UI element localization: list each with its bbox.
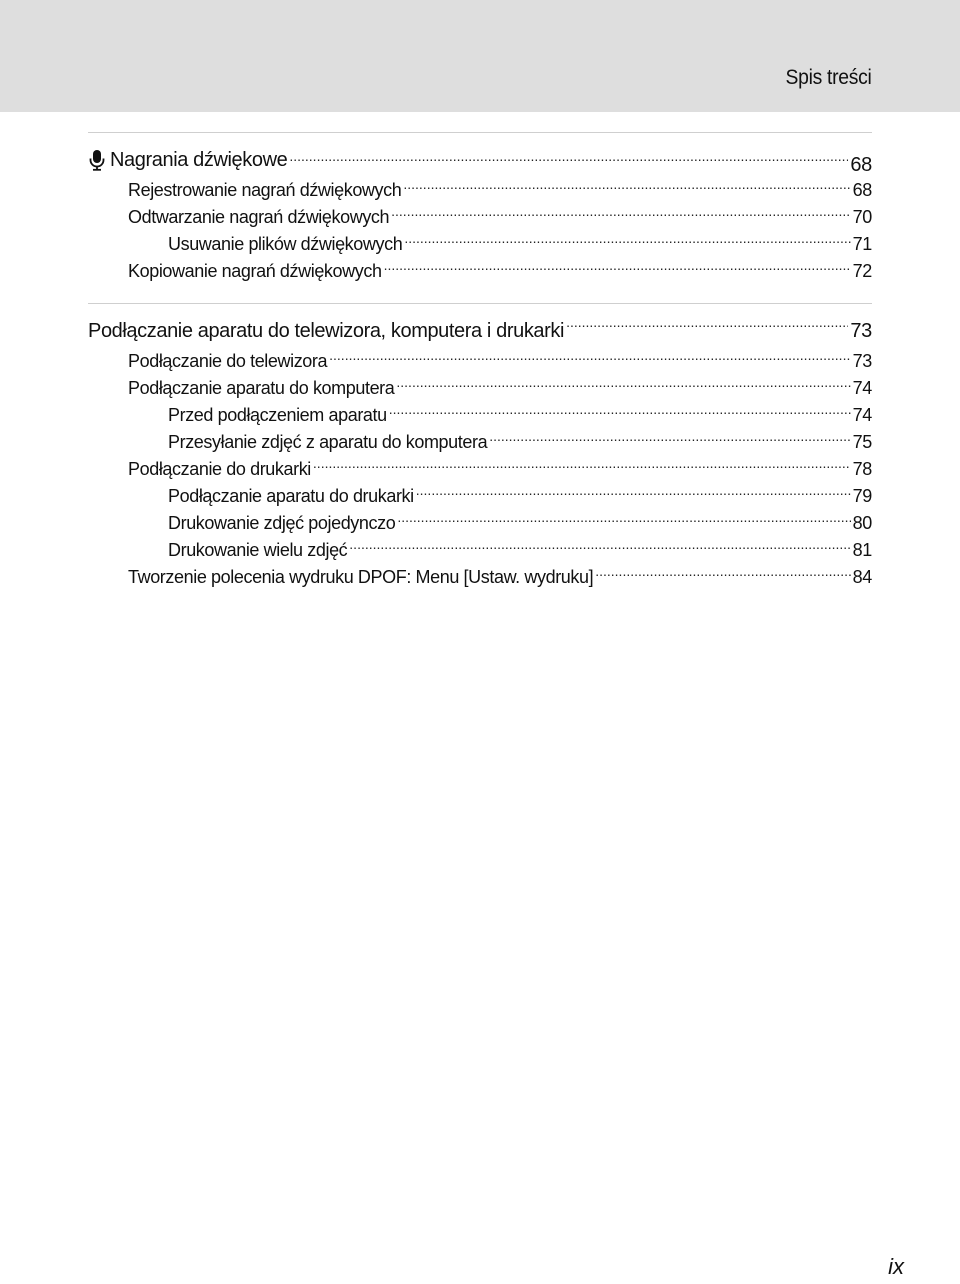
- dot-leader: [289, 157, 848, 171]
- header-band: [0, 0, 960, 112]
- toc-page-number: 84: [852, 567, 872, 587]
- toc-page-number: 74: [852, 378, 872, 398]
- dot-leader: [397, 515, 850, 529]
- toc-page-number: 80: [852, 513, 872, 533]
- toc-page-number: 71: [852, 234, 872, 254]
- toc-entry-title: Drukowanie wielu zdjęć: [168, 540, 348, 560]
- toc-entry-title: Podłączanie aparatu do drukarki: [168, 486, 414, 506]
- dot-leader: [349, 542, 850, 556]
- dot-leader: [384, 263, 851, 277]
- toc-entry-title: Podłączanie aparatu do telewizora, komputera i drukarki: [88, 320, 565, 342]
- toc-page-number: 79: [852, 486, 872, 506]
- toc-entry-title: Rejestrowanie nagrań dźwiękowych: [128, 180, 402, 200]
- dot-leader: [313, 461, 851, 475]
- toc-entry[interactable]: [88, 537, 872, 564]
- toc-page-number: 70: [852, 207, 872, 227]
- toc-entry[interactable]: [88, 231, 872, 258]
- dot-leader: [389, 407, 851, 421]
- toc-entry[interactable]: [88, 314, 872, 348]
- toc-entry[interactable]: [88, 510, 872, 537]
- dot-leader: [396, 380, 850, 394]
- toc-entry[interactable]: [88, 348, 872, 375]
- toc-entry-title: Tworzenie polecenia wydruku DPOF: Menu [Ustaw. wydruku]: [128, 567, 594, 587]
- toc-entry[interactable]: [88, 456, 872, 483]
- toc-page-number: 68: [850, 154, 872, 176]
- page-folio: ix: [888, 1254, 904, 1279]
- dot-leader: [595, 569, 850, 583]
- dot-leader: [416, 488, 851, 502]
- dot-leader: [489, 434, 850, 448]
- toc-page-number: 72: [852, 261, 872, 281]
- toc-page-number: 73: [850, 320, 872, 342]
- dot-leader: [329, 353, 850, 367]
- toc-entry[interactable]: [88, 143, 872, 177]
- toc-page-number: 75: [852, 432, 872, 452]
- toc-entry-title: Nagrania dźwiękowe: [110, 149, 288, 171]
- toc-page-number: 74: [852, 405, 872, 425]
- toc-entry-title: Usuwanie plików dźwiękowych: [168, 234, 403, 254]
- dot-leader: [391, 209, 850, 223]
- dot-leader: [566, 323, 848, 337]
- toc-entry[interactable]: [88, 564, 872, 591]
- toc-entry-title: Drukowanie zdjęć pojedynczo: [168, 513, 396, 533]
- toc-entry[interactable]: [88, 375, 872, 402]
- toc-entry[interactable]: [88, 483, 872, 510]
- running-header-title: Spis treści: [785, 66, 872, 89]
- toc-entry-title: Podłączanie do drukarki: [128, 459, 311, 479]
- dot-leader: [403, 182, 850, 196]
- toc-entry[interactable]: [88, 177, 872, 204]
- microphone-icon: [88, 149, 106, 171]
- table-of-contents: [88, 132, 872, 597]
- toc-entry[interactable]: [88, 258, 872, 285]
- toc-section-audio: [88, 132, 872, 291]
- toc-section-connections: [88, 303, 872, 597]
- toc-page-number: 73: [852, 351, 872, 371]
- toc-page-number: 68: [852, 180, 872, 200]
- toc-entry-title: Przed podłączeniem aparatu: [168, 405, 387, 425]
- toc-entry-title: Przesyłanie zdjęć z aparatu do komputera: [168, 432, 488, 452]
- toc-entry[interactable]: [88, 429, 872, 456]
- toc-page-number: 78: [852, 459, 872, 479]
- toc-entry-title: Podłączanie aparatu do komputera: [128, 378, 395, 398]
- toc-page-number: 81: [852, 540, 872, 560]
- toc-entry[interactable]: [88, 204, 872, 231]
- dot-leader: [404, 236, 850, 250]
- toc-entry[interactable]: [88, 402, 872, 429]
- toc-entry-title: Odtwarzanie nagrań dźwiękowych: [128, 207, 390, 227]
- toc-entry-title: Kopiowanie nagrań dźwiękowych: [128, 261, 382, 281]
- toc-entry-title: Podłączanie do telewizora: [128, 351, 328, 371]
